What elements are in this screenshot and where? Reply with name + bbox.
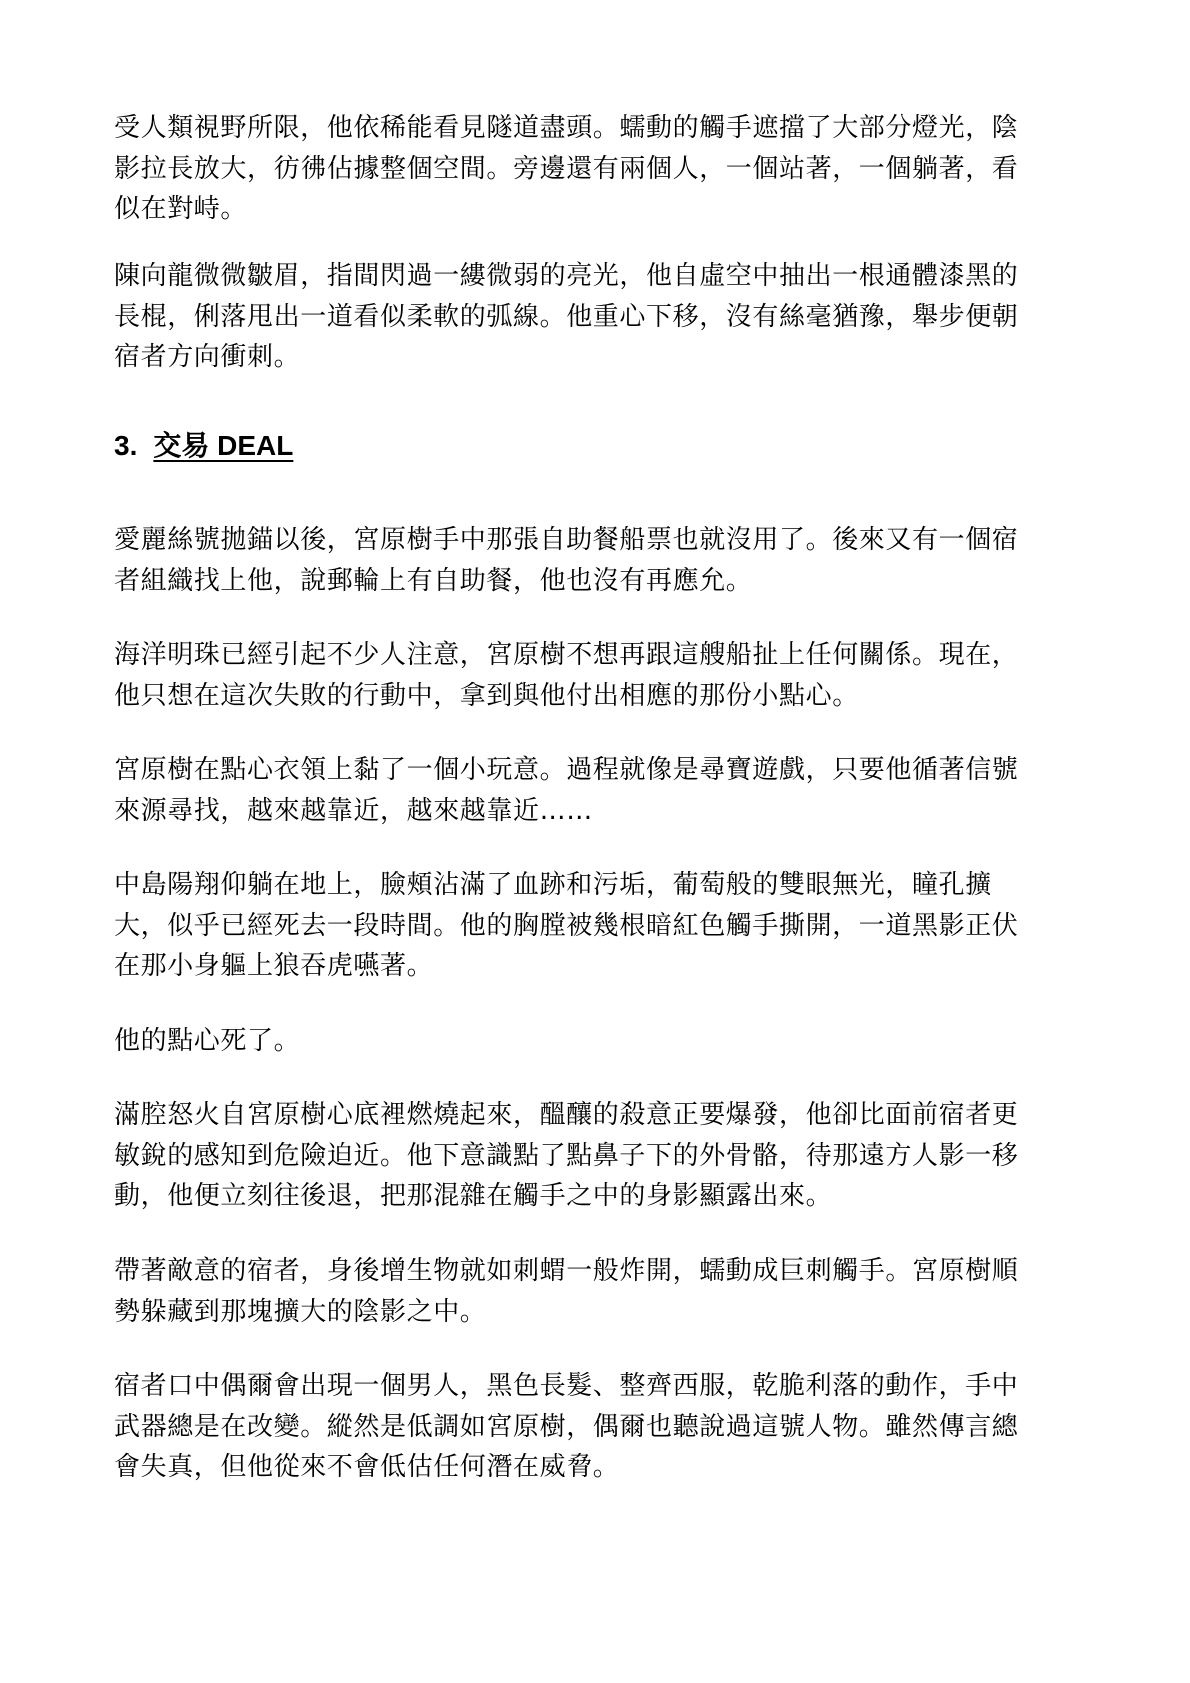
- paragraph-nakajima-body: 中島陽翔仰躺在地上，臉頰沾滿了血跡和污垢，葡萄般的雙眼無光，瞳孔擴 大，似乎已經死去一段時間。他的胸膛被幾根暗紅色觸手撕開，一道黑影正伏 在那小身軀上狼吞虎嚥著。: [114, 870, 1019, 981]
- section-title: 交易 DEAL: [153, 430, 294, 461]
- paragraph-alice-anchored: 愛麗絲號拋錨以後，宮原樹手中那張自助餐船票也就沒用了。後來又有一個宿 者組織找上他，說郵輪上有自助餐，他也沒有再應允。: [114, 525, 1019, 596]
- paragraph-rage: 滿腔怒火自宮原樹心底裡燃燒起來，醞釀的殺意正要爆發，他卻比面前宿者更 敏銳的感知到危險迫近。他下意識點了點鼻子下的外骨骼，待那遠方人影一移 動，他便立刻往後退，把那混雜在觸手之中的身影顯露出來。: [114, 1100, 1019, 1211]
- paragraph-snack-dead: 他的點心死了。: [114, 1026, 301, 1056]
- paragraph-ocean-pearl: 海洋明珠已經引起不少人注意，宮原樹不想再跟這艘船扯上任何關係。現在， 他只想在這次失敗的行動中，拿到與他付出相應的那份小點心。: [114, 640, 1019, 711]
- paragraph-tunnel-view: 受人類視野所限，他依稀能看見隧道盡頭。蠕動的觸手遮擋了大部分燈光，陰 影拉長放大，彷彿佔據整個空間。旁邊還有兩個人，一個站著，一個躺著，看 似在對峙。: [114, 113, 1019, 224]
- section-number: 3.: [114, 430, 138, 461]
- paragraph-rumored-man: 宿者口中偶爾會出現一個男人，黑色長髮、整齊西服，乾脆利落的動作，手中 武器總是在改變。縱然是低調如宮原樹，偶爾也聽說過這號人物。雖然傳言總 會失真，但他從來不會低估任何潛在威脅。: [114, 1371, 1019, 1482]
- paragraph-hostile-host: 帶著敵意的宿者，身後增生物就如刺蝟一般炸開，蠕動成巨刺觸手。宮原樹順 勢躲藏到那塊擴大的陰影之中。: [114, 1256, 1019, 1327]
- section-heading: [114, 426, 293, 466]
- paragraph-chen-xianglong-charge: 陳向龍微微皺眉，指間閃過一縷微弱的亮光，他自虛空中抽出一根通體漆黑的 長棍，俐落甩出一道看似柔軟的弧線。他重心下移，沒有絲毫猶豫，舉步便朝 宿者方向衝刺。: [114, 261, 1019, 372]
- paragraph-tracker: 宮原樹在點心衣領上黏了一個小玩意。過程就像是尋寶遊戲，只要他循著信號 來源尋找，越來越靠近，越來越靠近……: [114, 755, 1019, 826]
